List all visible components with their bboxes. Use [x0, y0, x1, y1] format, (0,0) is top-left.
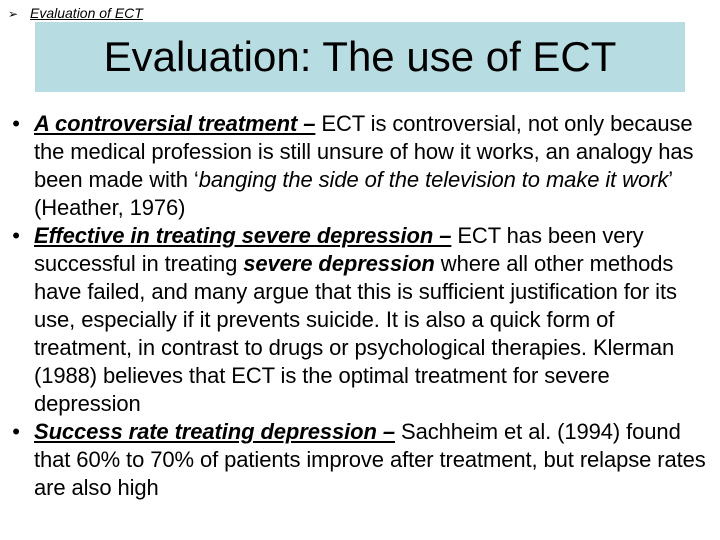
arrow-bullet-icon: ➢ — [8, 7, 19, 21]
bullet-list — [0, 110, 720, 502]
bullet-text: ECT has been very successful in treating — [34, 223, 644, 276]
bullet-item-success-rate — [0, 418, 720, 502]
bullet-emphasis: severe depression — [243, 251, 435, 276]
bullet-heading: Success rate treating depression – — [34, 419, 395, 444]
nav-link[interactable] — [8, 4, 143, 23]
bullet-text: ’ (Heather, 1976) — [34, 167, 673, 220]
nav-link-text[interactable]: Evaluation of ECT — [30, 5, 143, 21]
bullet-dot-icon: • — [12, 111, 20, 136]
bullet-text: Sachheim et al. (1994) found that 60% to 70% of patients improve after treatment, but relapse rates are also high — [34, 419, 706, 500]
bullet-dot-icon: • — [12, 223, 20, 248]
bullet-heading: A controversial treatment – — [34, 111, 316, 136]
slide-title: Evaluation: The use of ECT — [103, 33, 617, 80]
bullet-heading: Effective in treating severe depression – — [34, 223, 452, 248]
title-box — [35, 22, 685, 92]
bullet-item-controversial — [0, 110, 720, 222]
bullet-dot-icon: • — [12, 419, 20, 444]
bullet-quote: banging the side of the television to make it work — [198, 167, 669, 192]
bullet-text: where all other methods have failed, and many argue that this is sufficient justification for its use, especially if it prevents suicide. It is also a quick form of treatment, in contrast to drugs or psychological therapies. Klerman (1988) believes that ECT is the optimal treatment for severe depression — [34, 251, 677, 416]
bullet-text: ECT is controversial, not only because the medical profession is still unsure of how it works, an analogy has been made with ‘ — [34, 111, 694, 192]
bullet-item-effective — [0, 222, 720, 418]
